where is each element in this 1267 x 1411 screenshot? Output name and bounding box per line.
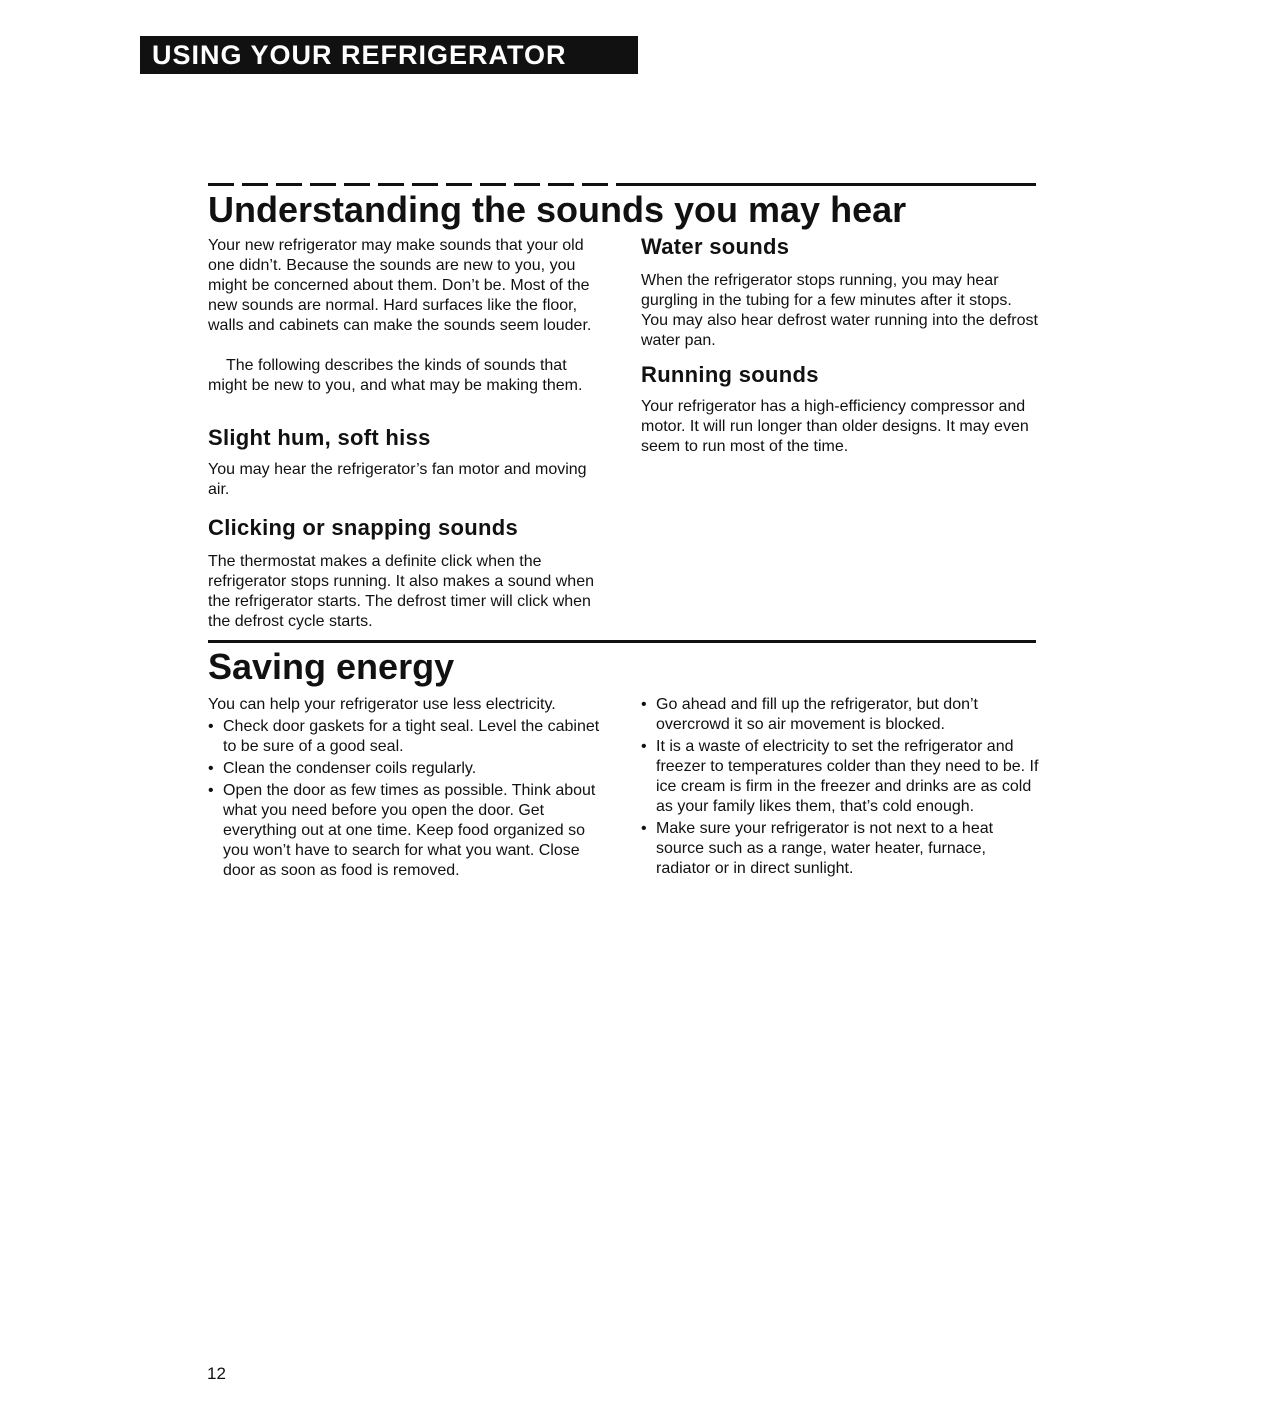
water-text: When the refrigerator stops running, you may hear gurgling in the tubing for a few minutes after it stops. You may also hear defrost water running into the defrost water pan. (641, 272, 1038, 349)
hum-heading: Slight hum, soft hiss (208, 425, 431, 450)
tip-item: • Go ahead and fill up the refrigerator, but don’t overcrowd it so air movement is blocked. (641, 695, 1041, 735)
clicking-heading: Clicking or snapping sounds (208, 515, 519, 540)
energy-title: Saving energy (208, 646, 455, 687)
section-banner: USING YOUR REFRIGERATOR (140, 36, 638, 74)
tip-item: • It is a waste of electricity to set the refrigerator and freezer to temperatures colder than they need to be. If ice cream is firm in the freezer and drinks are as cold as your family likes them, that’s cold enough. (641, 737, 1041, 817)
running-text: Your refrigerator has a high-efficiency compressor and motor. It will run longer than older designs. It may even seem to run most of the time. (641, 398, 1029, 455)
water-heading: Water sounds (641, 234, 790, 259)
sounds-title: Understanding the sounds you may hear (208, 189, 907, 230)
sounds-intro-paragraph-2: The following describes the kinds of sounds that might be new to you, and what may be making them. (208, 357, 583, 394)
energy-intro: You can help your refrigerator use less electricity. (208, 696, 556, 713)
running-heading: Running sounds (641, 362, 819, 387)
hum-text: You may hear the refrigerator’s fan motor and moving air. (208, 461, 587, 498)
page-number: 12 (207, 1364, 226, 1383)
clicking-text: The thermostat makes a definite click when the refrigerator stops running. It also makes a sound when the refrigerator starts. The defrost timer will click when the defrost cycle starts. (208, 553, 594, 630)
sounds-intro-paragraph: Your new refrigerator may make sounds that your old one didn’t. Because the sounds are new to you, you might be concerned about them. Don’t be. Most of the new sounds are normal. Hard surfaces like the floor, walls and cabinets can make the sounds seem louder. (208, 237, 592, 334)
tip-item: • Open the door as few times as possible. Think about what you need before you open the door. Get everything out at one time. Keep food organized so you won’t have to search for what you want. Close door as soon as food is removed. (208, 781, 608, 881)
energy-rule (208, 640, 1036, 643)
section-rule (628, 183, 1036, 186)
tip-item: • Check door gaskets for a tight seal. Level the cabinet to be sure of a good seal. (208, 717, 608, 757)
tip-item: • Clean the condenser coils regularly. (208, 759, 608, 779)
section-rule-dashed (208, 183, 628, 186)
tip-item: • Make sure your refrigerator is not next to a heat source such as a range, water heater, furnace, radiator or in direct sunlight. (641, 819, 1041, 879)
energy-tips-right (641, 695, 1041, 881)
energy-tips-left (208, 717, 608, 883)
